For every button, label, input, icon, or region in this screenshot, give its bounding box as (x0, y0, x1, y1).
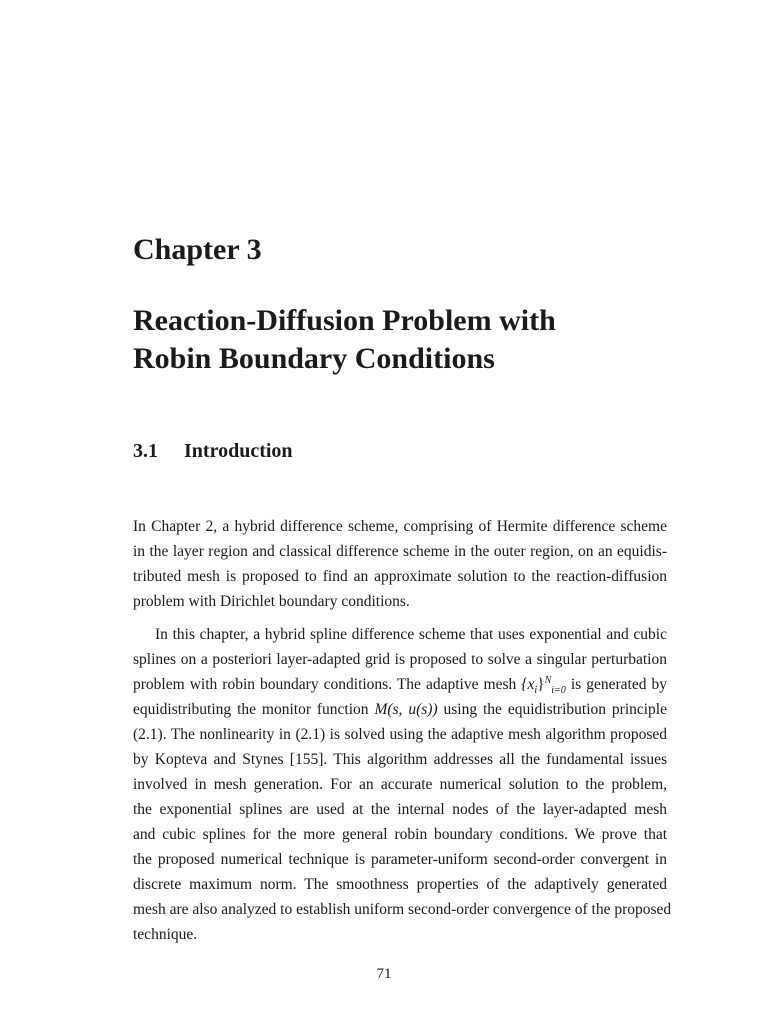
paragraph-line: discrete maximum norm. The smoothness properties of the adaptively generated (133, 876, 667, 893)
section-title: Introduction (184, 440, 293, 462)
paragraph-line: mesh are also analyzed to establish uniform second-order convergence of the proposed (133, 901, 672, 918)
paragraph-line: by Kopteva and Stynes [155]. This algorithm addresses all the fundamental issues (133, 751, 667, 768)
paragraph-line: In this chapter, a hybrid spline difference scheme that uses exponential and cubic (155, 626, 667, 643)
chapter-title-line-2: Robin Boundary Conditions (133, 342, 495, 375)
text-run: is generated by (565, 676, 667, 693)
math-expression: M(s, u(s)) (374, 701, 438, 718)
text-run: equidistributing the monitor function (133, 701, 375, 718)
paragraph-line: tributed mesh is proposed to find an approximate solution to the reaction-diffusion (133, 568, 667, 585)
section-heading (133, 437, 293, 465)
paragraph-line: In Chapter 2, a hybrid difference scheme, comprising of Hermite difference scheme (133, 518, 667, 535)
paragraph-line: and cubic splines for the more general robin boundary conditions. We prove that (133, 826, 667, 843)
paragraph-line-with-math (133, 672, 667, 697)
text-run: problem with robin boundary conditions. The adaptive mesh (133, 676, 522, 693)
paragraph-line: involved in mesh generation. For an accurate numerical solution to the problem, (133, 776, 667, 793)
math-subscript: i=0 (551, 685, 566, 697)
math-set-close: } (537, 676, 545, 693)
paragraph-1 (133, 514, 667, 614)
page-number: 71 (376, 966, 392, 982)
section-number: 3.1 (133, 440, 158, 462)
paragraph-line: (2.1). The nonlinearity in (2.1) is solved using the adaptive mesh algorithm proposed (133, 726, 667, 743)
paragraph-line: technique. (133, 926, 198, 943)
math-superscript: N (544, 674, 552, 686)
chapter-label: Chapter 3 (133, 233, 262, 266)
chapter-title-line-1: Reaction-Diffusion Problem with (133, 304, 556, 337)
paragraph-line: the exponential splines are used at the internal nodes of the layer-adapted mesh (133, 801, 667, 818)
math-set-open: {x (521, 676, 535, 693)
paragraph-2 (133, 622, 672, 947)
paragraph-line: the proposed numerical technique is parameter-uniform second-order convergent in (133, 851, 667, 868)
body-text (133, 514, 672, 947)
chapter-title (133, 302, 673, 378)
text-run: using the equidistribution principle (437, 701, 667, 718)
paragraph-line: in the layer region and classical difference scheme in the outer region, on an equidis- (133, 543, 667, 560)
paragraph-line: problem with Dirichlet boundary conditions. (133, 593, 410, 610)
math-subscript-i: i (534, 685, 538, 697)
paragraph-line-with-math (133, 697, 667, 722)
paragraph-line: splines on a posteriori layer-adapted grid is proposed to solve a singular perturbation (133, 651, 667, 668)
